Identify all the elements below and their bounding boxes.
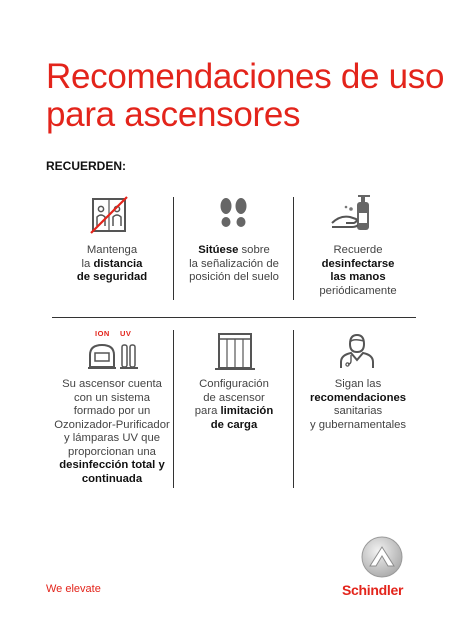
card-sanitizer-line1: Recuerde	[333, 244, 383, 256]
card-purifier-line5: y lámparas UV que	[63, 432, 161, 444]
title-line-1: Recomendaciones de uso	[46, 57, 445, 96]
card-sanitizer-bold2: las manos	[330, 271, 386, 283]
card-elevator-line2: de ascensor	[203, 391, 265, 404]
divider-vertical-2	[293, 197, 294, 300]
card-sanitizer-line2: periódicamente	[319, 284, 397, 297]
elevator-capacity-icon	[213, 330, 257, 372]
uv-label: UV	[120, 329, 132, 338]
card-footprints-line1: sobre	[238, 244, 270, 256]
card-footprints-text	[175, 244, 293, 285]
card-footprints-bold1: Sitúese	[198, 244, 239, 256]
divider-vertical-1	[173, 197, 174, 300]
card-elevator-text	[175, 378, 293, 432]
tagline: We elevate	[46, 583, 101, 595]
ion-label: ION	[95, 329, 110, 338]
card-footprints-line3: posición del suelo	[189, 271, 279, 283]
card-purifier-text	[53, 378, 171, 486]
card-purifier-bold2: continuada	[81, 472, 143, 485]
card-purifier-line4: Ozonizador-Purificador	[54, 418, 170, 431]
card-footprints-line2: la señalización de	[189, 257, 279, 270]
card-purifier-line3: formado por un	[73, 405, 151, 417]
card-doctor-text	[299, 378, 417, 432]
footprints-icon	[216, 196, 252, 232]
card-purifier-bold1: desinfección total y	[59, 459, 165, 471]
no-crowd-elevator-icon	[90, 196, 128, 234]
purifier-uv-lamps-icon	[86, 337, 142, 373]
card-purifier-line6: proporcionan una	[68, 445, 156, 458]
divider-horizontal	[52, 317, 416, 318]
title-line-2: para ascensores	[46, 95, 301, 134]
intro-label: RECUERDEN:	[46, 159, 127, 173]
card-sanitizer-bold1: desinfectarse	[321, 257, 395, 270]
divider-vertical-3	[173, 330, 174, 488]
card-sanitizer-text	[299, 244, 417, 298]
card-doctor-line1: Sigan las	[334, 378, 382, 390]
card-distance-bold1: distancia	[93, 257, 143, 270]
doctor-icon	[337, 330, 377, 370]
hand-sanitizer-icon	[330, 193, 380, 233]
card-doctor-line2: sanitarias	[333, 405, 383, 417]
card-distance-text	[53, 244, 171, 285]
card-elevator-line1: Configuración	[199, 378, 269, 390]
card-elevator-line3: para	[194, 405, 221, 417]
schindler-logo-icon	[360, 535, 404, 579]
card-distance-line1: Mantenga	[86, 244, 138, 256]
card-doctor-line3: y gubernamentales	[309, 418, 407, 431]
card-distance-bold2: de seguridad	[76, 271, 148, 283]
brand-name: Schindler	[342, 582, 404, 598]
divider-vertical-4	[293, 330, 294, 488]
card-purifier-line2: con un sistema	[74, 391, 150, 404]
card-doctor-bold1: recomendaciones	[309, 391, 407, 404]
card-elevator-bold2: de carga	[210, 418, 258, 431]
card-distance-line2: la	[81, 257, 94, 270]
page-title	[46, 58, 446, 134]
card-purifier-line1: Su ascensor cuenta	[62, 378, 162, 390]
card-elevator-bold1: limitación	[220, 405, 274, 417]
